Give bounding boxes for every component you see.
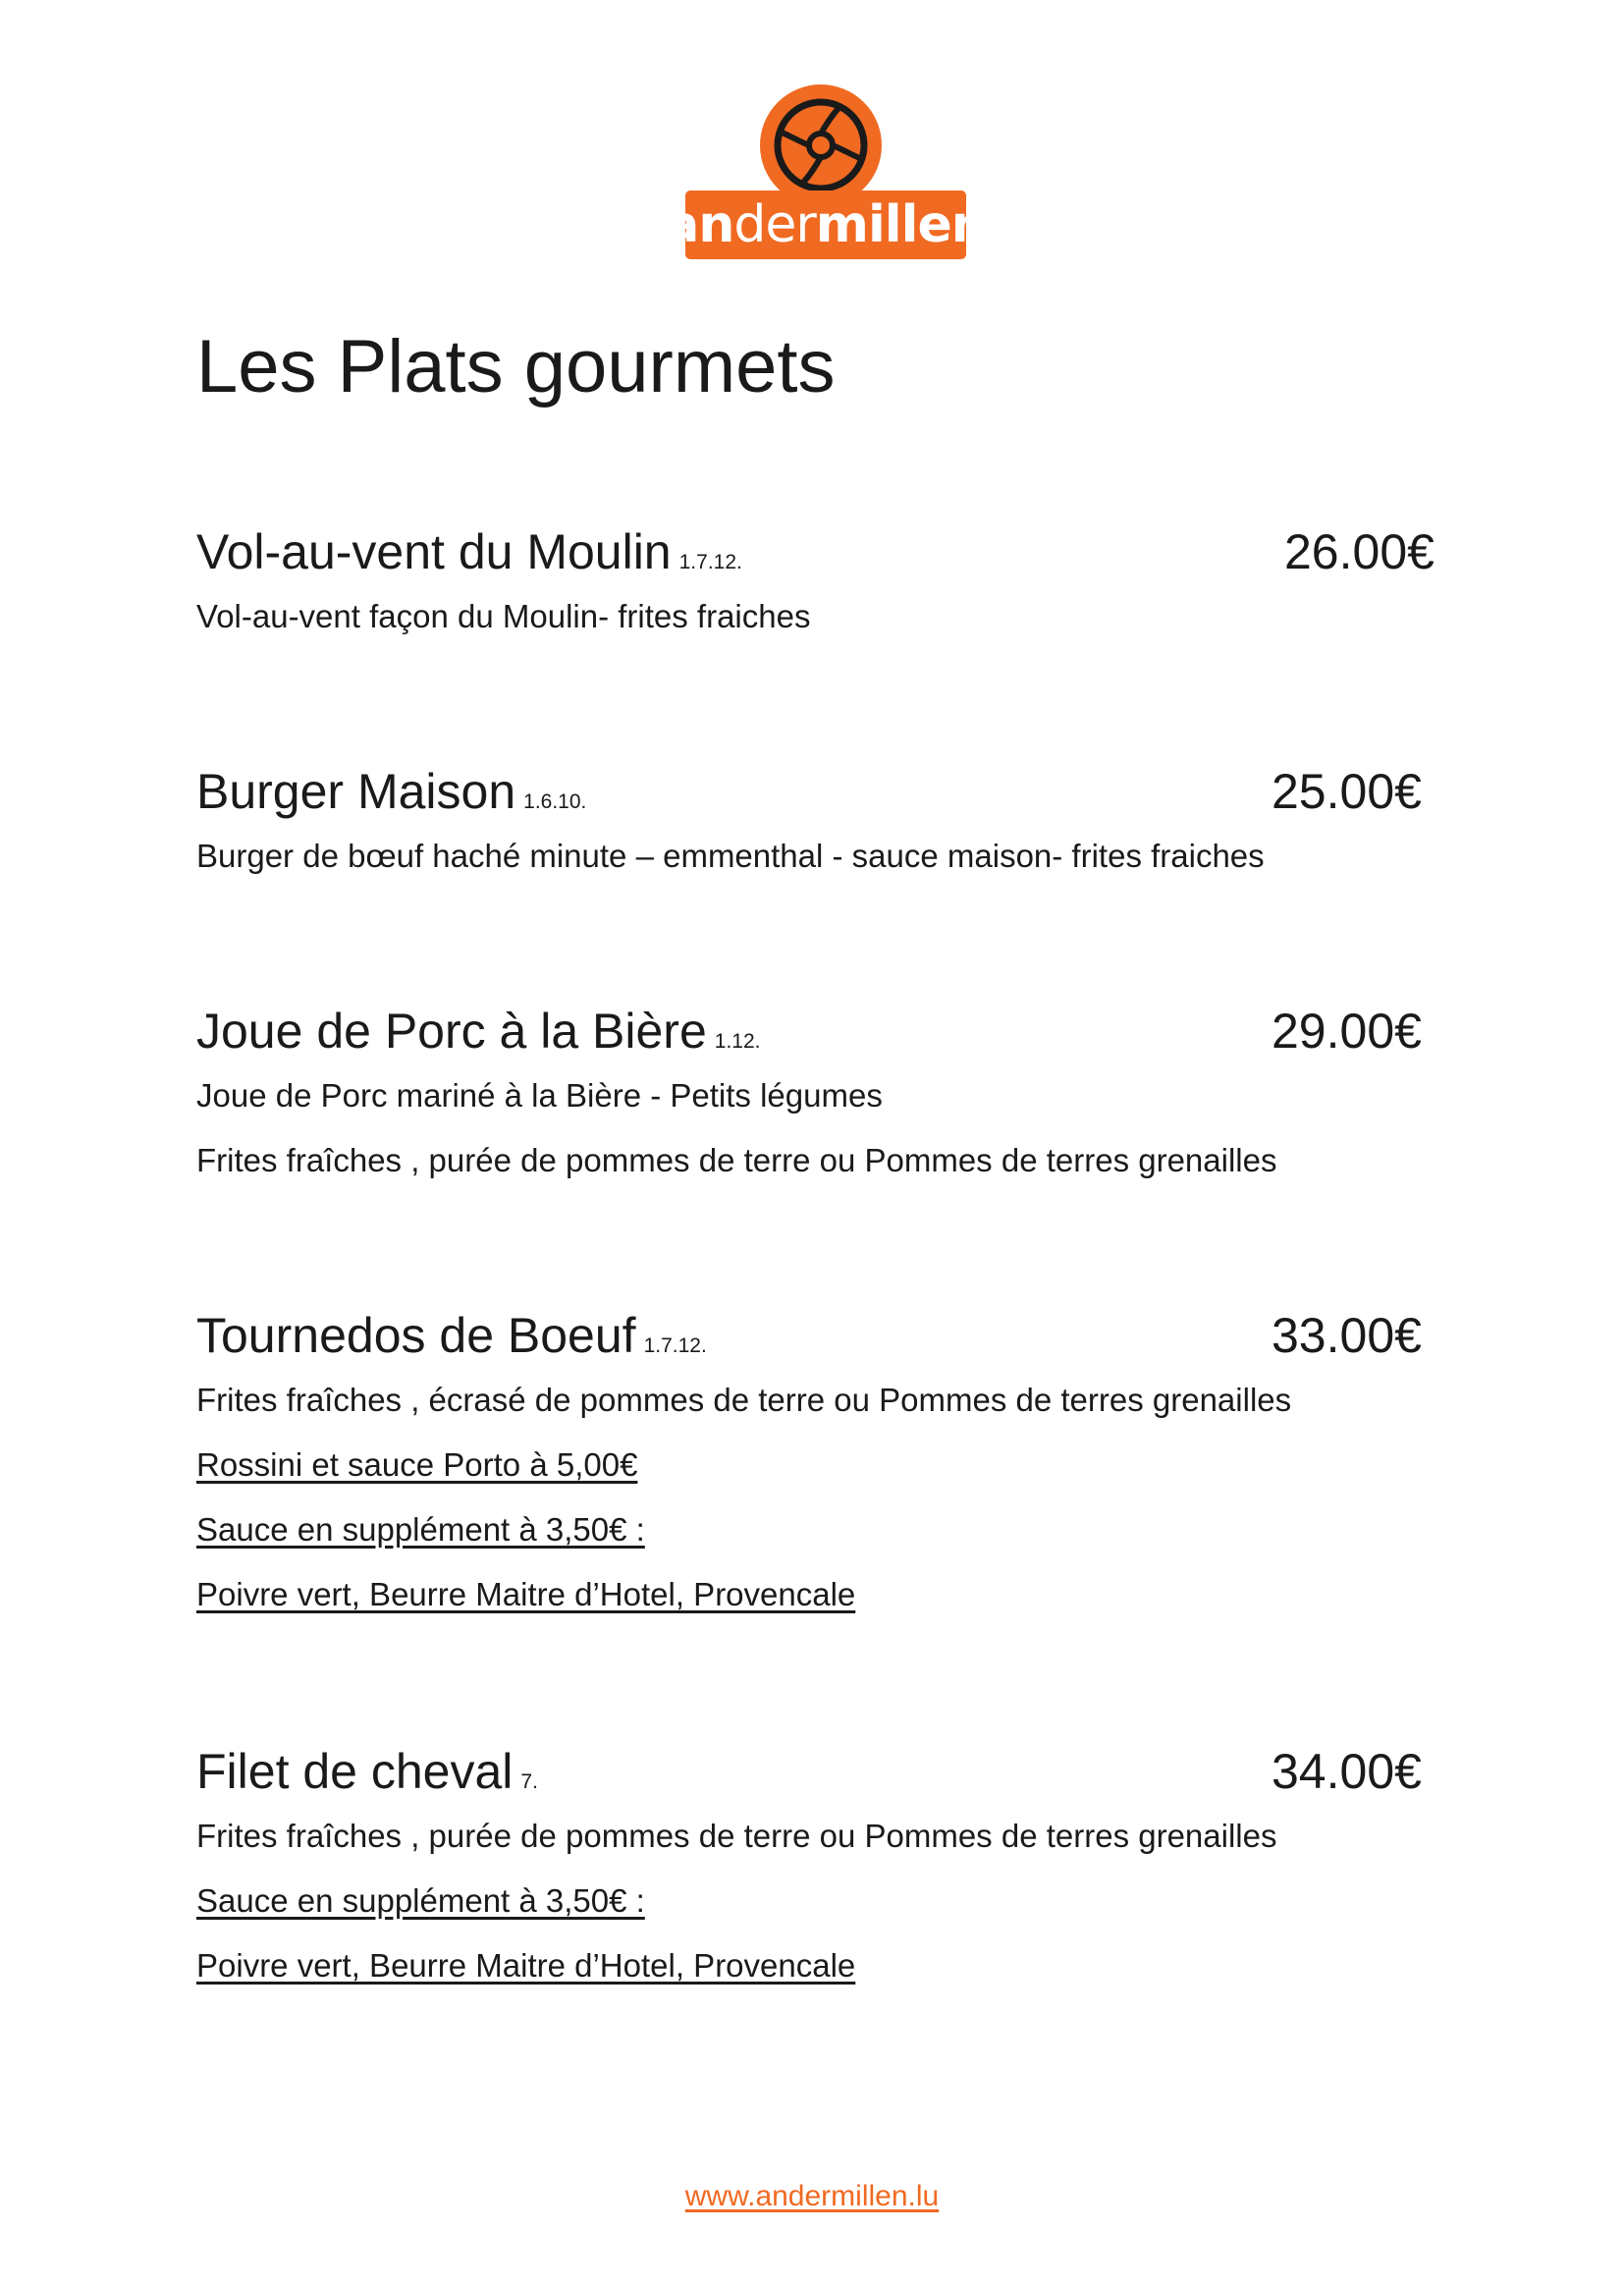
dish-sides: Frites fraîches , écrasé de pommes de terre ou Pommes de terres grenailles — [196, 1382, 1292, 1418]
dish-joue-de-porc — [196, 1002, 1434, 1204]
dish-name: Tournedos de Boeuf 1.7.12. — [196, 1308, 707, 1363]
dish-filet-de-cheval — [196, 1742, 1434, 2009]
dish-sauce-list: Poivre vert, Beurre Maitre d’Hotel, Provencale — [196, 1576, 856, 1612]
dish-vol-au-vent — [196, 522, 1434, 660]
dish-description: Joue de Porc mariné à la Bière - Petits légumes — [196, 1077, 883, 1114]
brand-wordmark — [665, 190, 987, 259]
dish-sauce-list: Poivre vert, Beurre Maitre d’Hotel, Provencale — [196, 1947, 856, 1984]
dish-sides: Frites fraîches , purée de pommes de terre ou Pommes de terres grenailles — [196, 1142, 1277, 1178]
dish-allergens: 1.6.10. — [523, 790, 587, 813]
dish-allergens: 1.7.12. — [678, 551, 742, 573]
dish-name: Vol-au-vent du Moulin 1.7.12. — [196, 524, 742, 579]
dish-allergens: 1.12. — [714, 1030, 761, 1053]
dish-price: 33.00€ — [1272, 1308, 1422, 1363]
dish-name: Joue de Porc à la Bière 1.12. — [196, 1004, 761, 1059]
dish-price: 26.00€ — [1284, 524, 1435, 579]
dish-price: 29.00€ — [1272, 1004, 1422, 1059]
dish-name: Filet de cheval 7. — [196, 1744, 538, 1799]
dish-price: 25.00€ — [1272, 764, 1422, 819]
logo-text-der: der — [733, 195, 816, 254]
dish-sides: Frites fraîches , purée de pommes de terre ou Pommes de terres grenailles — [196, 1818, 1277, 1854]
dish-price: 34.00€ — [1272, 1744, 1422, 1799]
logo-text-millen: millen — [815, 195, 987, 254]
dish-option-rossini: Rossini et sauce Porto à 5,00€ — [196, 1446, 638, 1483]
logo-text-an: an — [665, 195, 734, 254]
dish-burger-maison — [196, 762, 1434, 899]
dish-description: Burger de bœuf haché minute – emmenthal - sauce maison- frites fraiches — [196, 838, 1265, 874]
dish-description: Vol-au-vent façon du Moulin- frites fraiches — [196, 598, 811, 634]
dish-tournedos-de-boeuf — [196, 1306, 1434, 1638]
dish-allergens: 7. — [520, 1770, 538, 1793]
dish-allergens: 1.7.12. — [643, 1334, 707, 1357]
dish-sauce-supplement: Sauce en supplément à 3,50€ : — [196, 1882, 645, 1919]
dish-name: Burger Maison 1.6.10. — [196, 764, 587, 819]
website-link[interactable]: www.andermillen.lu — [684, 2180, 940, 2212]
dish-sauce-supplement: Sauce en supplément à 3,50€ : — [196, 1511, 645, 1548]
brand-logo — [665, 81, 987, 259]
page-title: Les Plats gourmets — [196, 325, 836, 408]
mill-wheel-icon — [760, 84, 882, 206]
